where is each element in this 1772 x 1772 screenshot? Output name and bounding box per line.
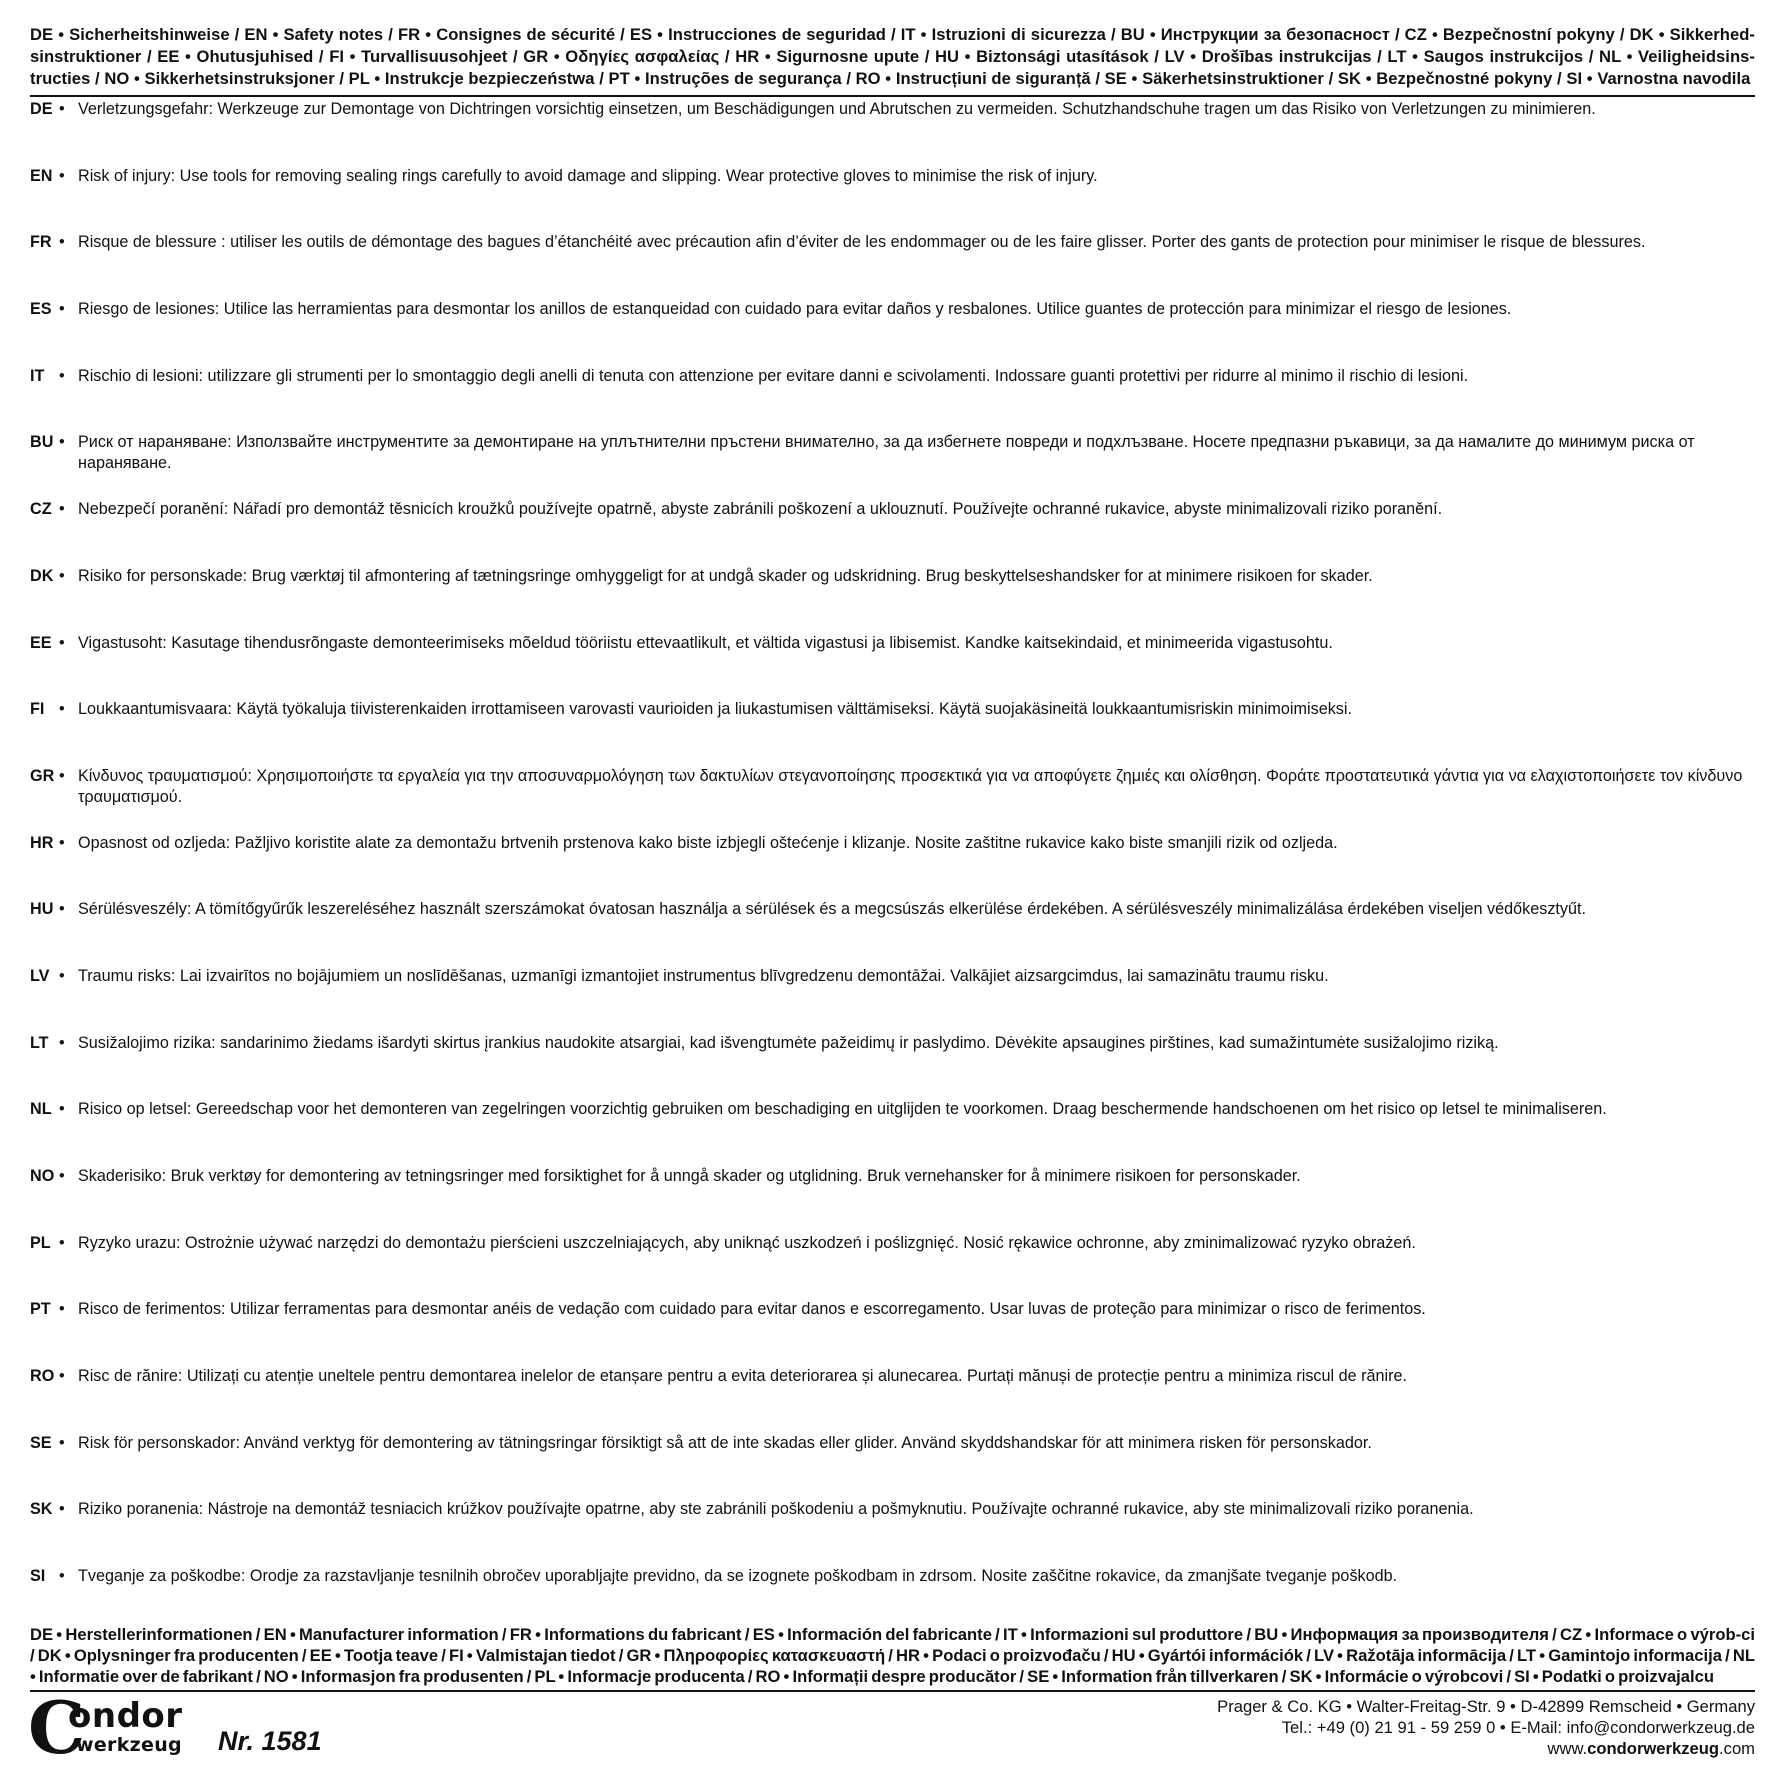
- website-link[interactable]: [1217, 1738, 1755, 1759]
- website-brand: condorwerkzeug: [1587, 1739, 1720, 1758]
- safety-note-ro: [30, 1366, 1755, 1433]
- note-text: Риск от нараняване: Използвайте инструментите за демонтиране на уплътнителни пръстени внимателно, за да избегнете повреди и подхлъзване. Носете предпазни ръкавици, за да намалите до минимум риска от нараняване.: [78, 433, 1695, 473]
- language-code: FR: [30, 233, 52, 252]
- manufacturer-address: [1217, 1696, 1755, 1759]
- note-text: Risk för personskador: Använd verktyg för demontering av tätningsringar försiktigt så att de inte skadas eller glider. Använd skyddshandskar för att minimera risken för personskador.: [78, 1433, 1372, 1452]
- safety-notes-list: [30, 99, 1755, 1633]
- language-code: GR: [30, 766, 55, 785]
- logo-subtitle: werkzeug: [76, 1734, 182, 1756]
- safety-note-sk: [30, 1499, 1755, 1566]
- header-divider: [30, 95, 1755, 97]
- language-code: HU: [30, 900, 54, 919]
- note-text: Risk of injury: Use tools for removing sealing rings carefully to avoid damage and slipping. Wear protective gloves to minimise the risk of injury.: [78, 166, 1098, 185]
- safety-note-en: [30, 166, 1755, 233]
- bullet-separator: •: [59, 166, 65, 185]
- bullet-separator: •: [59, 500, 65, 519]
- language-code: DE: [30, 100, 53, 118]
- bullet-separator: •: [59, 1033, 65, 1052]
- language-code: SE: [30, 1433, 52, 1452]
- safety-note-nl: [30, 1099, 1755, 1166]
- bullet-separator: •: [59, 433, 65, 452]
- note-text: Riesgo de lesiones: Utilice las herramientas para desmontar los anillos de estanqueidad con cuidado para evitar daños y resbalones. Utilice guantes de protección para minimizar el riesgo de lesiones.: [78, 300, 1512, 319]
- note-text: Ryzyko urazu: Ostrożnie używać narzędzi do demontażu pierścieni uszczelniających, aby uniknąć uszkodzeń i poślizgnięć. Nosić rękawice ochronne, aby zminimalizować ryzyko obrażeń.: [78, 1233, 1416, 1252]
- note-text: Risc de rănire: Utilizați cu atenție uneltele pentru demontarea inelelor de etanșare pentru a evita deteriorarea și alunecarea. Purtați mănuși de protecție pentru a minimiza riscul de rănire.: [78, 1367, 1407, 1386]
- bullet-separator: •: [59, 1433, 65, 1452]
- bullet-separator: •: [59, 1367, 65, 1386]
- language-code: NO: [30, 1167, 55, 1185]
- safety-note-bu: [30, 432, 1755, 499]
- language-code: FI: [30, 700, 45, 719]
- bullet-separator: •: [59, 100, 65, 118]
- note-text: Traumu risks: Lai izvairītos no bojājumiem un noslīdēšanas, uzmanīgi izmantojiet instrumentus blīvgredzenu demontāžai. Valkājiet aizsargcimdus, lai samazinātu traumu risku.: [78, 966, 1329, 985]
- note-text: Κίνδυνος τραυματισμού: Χρησιμοποιήστε τα εργαλεία για την αποσυναρμολόγηση των δακτυλίων στεγανοποίησης προσεκτικά για να αποφύγετε ζημιές και ολίσθηση. Φοράτε προστατευτικά γάντια για να ελαχιστοποιήσετε τον κίνδυνο τραυματισμού.: [78, 766, 1743, 806]
- note-text: Risque de blessure : utiliser les outils de démontage des bagues d’étanchéité avec précaution afin d’éviter de les endommager ou de les faire glisser. Porter des gants de protection pour minimiser le risque de blessures.: [78, 233, 1646, 252]
- bullet-separator: •: [59, 566, 65, 585]
- bullet-separator: •: [59, 833, 65, 852]
- bullet-separator: •: [59, 1300, 65, 1319]
- safety-notes-page: [30, 24, 1755, 1633]
- product-number: Nr. 1581: [218, 1726, 322, 1756]
- bullet-separator: •: [59, 1500, 65, 1519]
- safety-note-pt: [30, 1299, 1755, 1366]
- note-text: Susižalojimo rizika: sandarinimo žiedams išardyti skirtus įrankius naudokite atsargiai, kad išvengtumėte pažeidimų ir paslydimo. Dėvėkite apsaugines pirštines, kad sumažintumėte susižalojimo riziką.: [78, 1033, 1499, 1052]
- website-prefix: www.: [1547, 1739, 1588, 1758]
- language-code: IT: [30, 366, 45, 385]
- bullet-separator: •: [59, 1167, 65, 1185]
- language-code: BU: [30, 433, 54, 452]
- note-text: Verletzungsgefahr: Werkzeuge zur Demontage von Dichtringen vorsichtig einsetzen, um Beschädigungen und Abrutschen zu vermeiden. Schutzhandschuhe tragen um das Risiko von Verletzungen zu minimieren.: [78, 100, 1596, 118]
- safety-note-fi: [30, 699, 1755, 766]
- safety-notes-title: DE • Sicherheitshinweise / EN • Safety notes / FR • Consignes de sécurité / ES • Instrucciones de seguridad / IT • Istruzioni di sicurezza / BU • Инструкции за безопасност / CZ • Bezpečnostní pokyny / DK • Sikkerhed-sinstruktioner / EE • Ohutusjuhised / FI • Turvallisuusohjeet / GR • Οδηγίες ασφαλείας / HR • Sigurnosne upute / HU • Biztonsági utasítások / LV • Drošības instrukcijas / LT • Saugos instrukcijos / NL • Veiligheidsins-tructies / NO • Sikkerhetsinstruksjoner / PL • Instrukcje bezpieczeństwa / PT • Instruções de segurança / RO • Instrucțiuni de siguranță / SE • Säkerhetsinstruktioner / SK • Bezpečnostné pokyny / SI • Varnostna navodila: [30, 25, 1755, 88]
- note-text: Vigastusoht: Kasutage tihendusrõngaste demonteerimiseks mõeldud tööriistu ettevaatlikult, et vältida vigastusi ja libisemist. Kandke kaitsekindaid, et minimeerida vigastusohtu.: [78, 633, 1333, 652]
- bullet-separator: •: [59, 233, 65, 252]
- safety-note-hu: [30, 899, 1755, 966]
- safety-note-no: [30, 1166, 1755, 1233]
- manufacturer-info-title: DE • Herstellerinformationen / EN • Manufacturer information / FR • Informations du fabricant / ES • Información del fabricante / IT • Informazioni sul produttore / BU • Информация за производителя / CZ • Informace o výrob-ci / DK • Oplysninger fra producenten / EE • Tootja teave / FI • Valmistajan tiedot / GR • Πληροφορίες κατασκευαστή / HR • Podaci o proizvođaču / HU • Gyártói információk / LV • Ražotāja informācija / LT • Gamintojo informacija / NL • Informatie over de fabrikant / NO • Informasjon fra produsenten / PL • Informacje producenta / RO • Informații despre producător / SE • Information från tillverkaren / SK • Informácie o výrobcovi / SI • Podatki o proizvajalcu: [30, 1625, 1755, 1686]
- note-text: Sérülésveszély: A tömítőgyűrűk leszereléséhez használt szerszámokat óvatosan használja a sérülések és a megcsúszás elkerülése érdekében. A sérülésveszély minimalizálása érdekében viseljen védőkesztyűt.: [78, 900, 1587, 919]
- safety-note-lt: [30, 1033, 1755, 1100]
- language-code: CZ: [30, 500, 52, 519]
- language-code: PL: [30, 1233, 51, 1252]
- note-text: Loukkaantumisvaara: Käytä työkaluja tiivisterenkaiden irrottamiseen varovasti vaurioiden ja liukastumisen välttämiseksi. Käytä suojakäsineitä loukkaantumisriskin minimoimiseksi.: [78, 700, 1352, 719]
- logo-brand: ondor: [68, 1696, 183, 1736]
- safety-note-se: [30, 1433, 1755, 1500]
- language-code: EE: [30, 633, 52, 652]
- note-text: Opasnost od ozljeda: Pažljivo koristite alate za demontažu brtvenih prstenova kako biste izbjegli oštećenje i klizanje. Nosite zaštitne rukavice kako biste smanjili rizik od ozljeda.: [78, 833, 1338, 852]
- safety-note-hr: [30, 833, 1755, 900]
- bullet-separator: •: [59, 766, 65, 785]
- note-text: Tveganje za poškodbe: Orodje za razstavljanje tesnilnih obročev uporabljajte previdno, da se izognete poškodbam in zdrsom. Nosite zaščitne rokavice, da zmanjšate tveganje poškodb.: [78, 1567, 1398, 1586]
- note-text: Risico op letsel: Gereedschap voor het demonteren van zegelringen voorzichtig gebruiken om beschadiging en uitglijden te voorkomen. Draag beschermende handschoenen om het risico op letsel te minimaliseren.: [78, 1100, 1607, 1119]
- language-code: NL: [30, 1100, 52, 1119]
- safety-note-fr: [30, 232, 1755, 299]
- language-code: PT: [30, 1300, 51, 1319]
- bullet-separator: •: [59, 900, 65, 919]
- safety-note-es: [30, 299, 1755, 366]
- bullet-separator: •: [59, 1100, 65, 1119]
- note-text: Risiko for personskade: Brug værktøj til afmontering af tætningsringe omhyggeligt for at undgå skader og udskridning. Brug beskyttelseshandsker for at minimere risikoen for skader.: [78, 566, 1373, 585]
- note-text: Riziko poranenia: Nástroje na demontáž tesniacich krúžkov používajte opatrne, aby ste zabránili poškodeniu a pošmyknutiu. Používajte ochranné rukavice, aby ste minimalizovali riziko poranenia.: [78, 1500, 1474, 1519]
- language-code: RO: [30, 1367, 55, 1386]
- website-suffix: .com: [1719, 1739, 1755, 1758]
- footer-divider: [30, 1690, 1755, 1692]
- condor-logo: [28, 1685, 198, 1770]
- language-code: SI: [30, 1567, 46, 1586]
- note-text: Rischio di lesioni: utilizzare gli strumenti per lo smontaggio degli anelli di tenuta con attenzione per evitare danni e scivolamenti. Indossare guanti protettivi per ridurre al minimo il rischio di lesioni.: [78, 366, 1469, 385]
- language-code: HR: [30, 833, 54, 852]
- safety-note-dk: [30, 566, 1755, 633]
- language-code: LT: [30, 1033, 49, 1052]
- language-code: ES: [30, 300, 52, 319]
- safety-note-ee: [30, 633, 1755, 700]
- note-text: Skaderisiko: Bruk verktøy for demontering av tetningsringer med forsiktighet for å unngå skader og utglidning. Bruk vernehansker for å minimere risikoen for personskader.: [78, 1167, 1301, 1185]
- bullet-separator: •: [59, 966, 65, 985]
- language-code: DK: [30, 566, 54, 585]
- safety-note-cz: [30, 499, 1755, 566]
- note-text: Risco de ferimentos: Utilizar ferramentas para desmontar anéis de vedação com cuidado para evitar danos e escorregamento. Usar luvas de proteção para minimizar o risco de ferimentos.: [78, 1300, 1426, 1319]
- bullet-separator: •: [59, 1567, 65, 1586]
- note-text: Nebezpečí poranění: Nářadí pro demontáž těsnicích kroužků používejte opatrně, abyste zabránili poškození a uklouznutí. Používejte ochranné rukavice, abyste minimalizovali riziko poranění.: [78, 500, 1443, 519]
- safety-note-pl: [30, 1233, 1755, 1300]
- bullet-separator: •: [59, 300, 65, 319]
- bullet-separator: •: [59, 366, 65, 385]
- safety-note-it: [30, 366, 1755, 433]
- address-line: Prager & Co. KG • Walter-Freitag-Str. 9 • D-42899 Remscheid • Germany: [1217, 1697, 1755, 1716]
- language-code: EN: [30, 166, 53, 185]
- bullet-separator: •: [59, 633, 65, 652]
- safety-note-de: [30, 99, 1755, 166]
- contact-line: Tel.: +49 (0) 21 91 - 59 259 0 • E-Mail: info@condorwerkzeug.de: [1281, 1718, 1755, 1737]
- safety-note-si: [30, 1566, 1755, 1633]
- safety-note-gr: [30, 766, 1755, 833]
- language-code: LV: [30, 966, 50, 985]
- language-code: SK: [30, 1500, 53, 1519]
- bullet-separator: •: [59, 1233, 65, 1252]
- logo-initial: C: [28, 1685, 86, 1770]
- bullet-separator: •: [59, 700, 65, 719]
- safety-note-lv: [30, 966, 1755, 1033]
